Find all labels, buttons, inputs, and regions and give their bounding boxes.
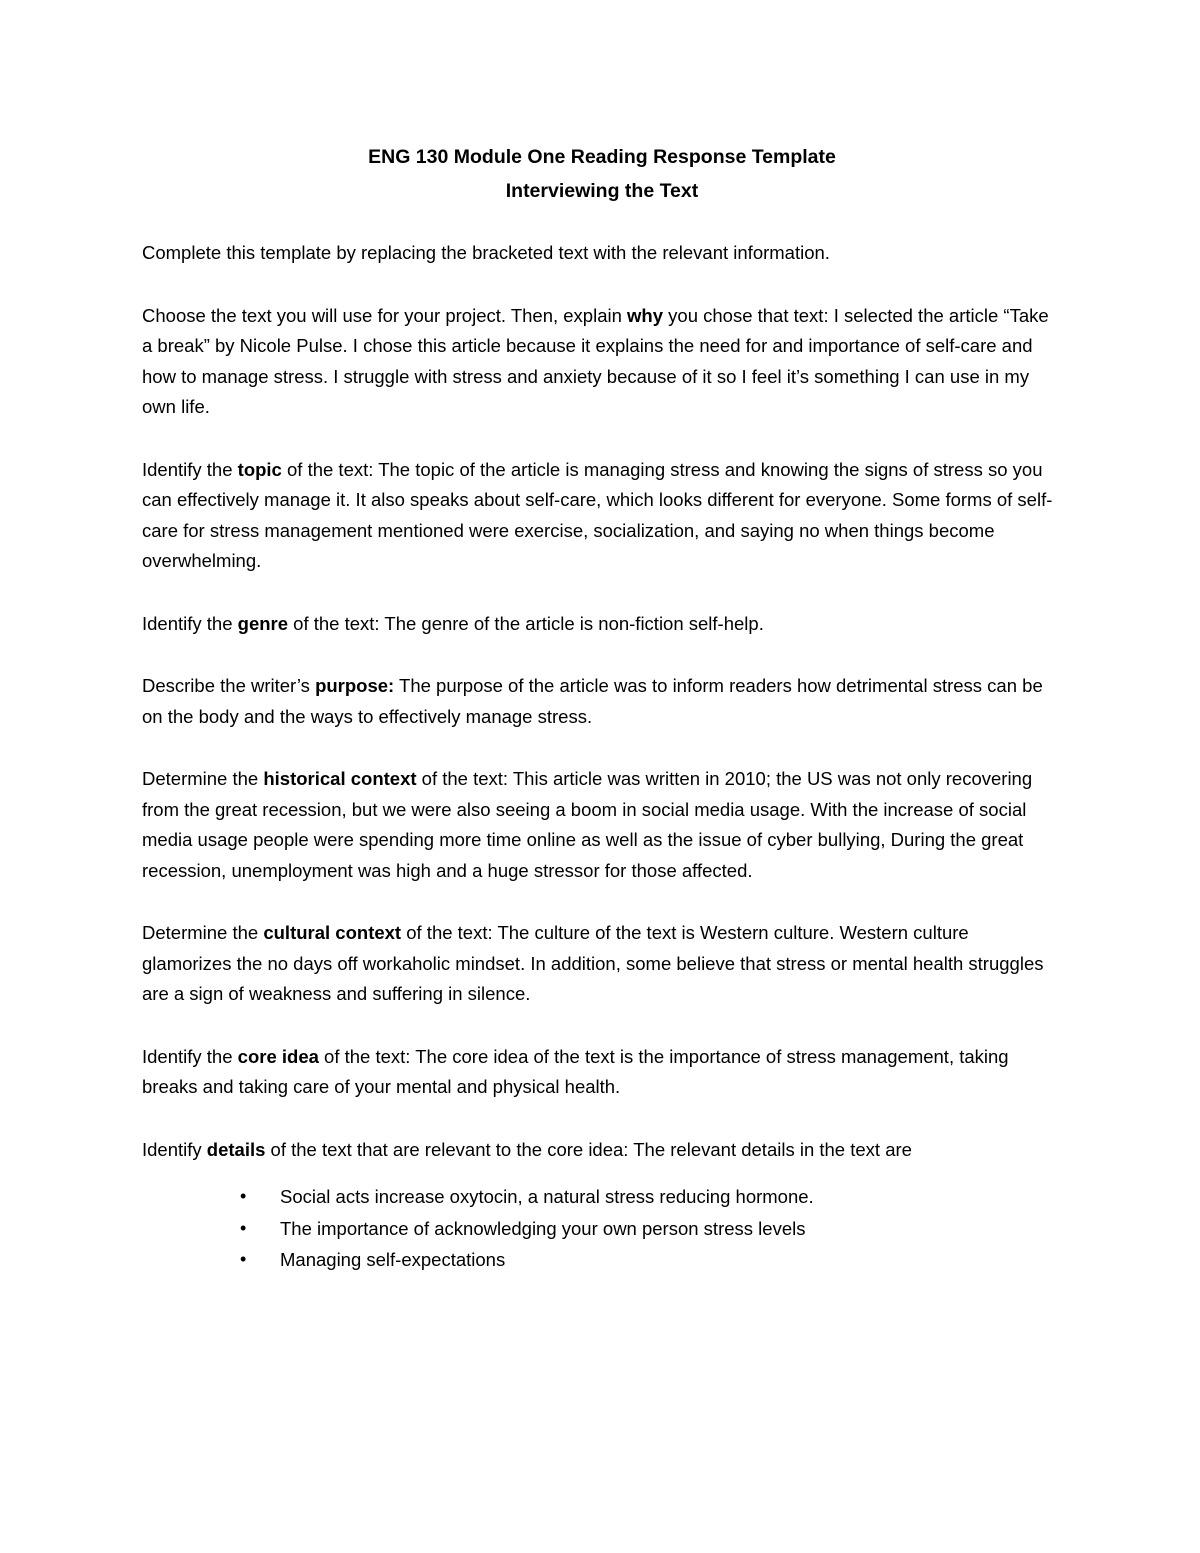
section-cultural-context — [142, 918, 1062, 1010]
details-list — [142, 1181, 1062, 1276]
section-purpose — [142, 671, 1062, 732]
core-answer: The core idea of the text is the importance of stress management, taking breaks and taking care of your mental and physical health. — [142, 1045, 1009, 1097]
historical-prompt-after: of the text: — [416, 768, 513, 789]
list-item — [240, 1244, 1062, 1276]
section-details — [142, 1135, 1062, 1166]
details-prompt-after: of the text that are relevant to the core idea: — [265, 1138, 634, 1160]
why-prompt-before: Choose the text you will use for your project. Then, explain — [142, 304, 628, 326]
instructions-paragraph: Complete this template by replacing the bracketed text with the relevant information. — [142, 242, 830, 263]
historical-prompt-before: Determine the — [142, 768, 264, 789]
purpose-prompt-before: Describe the writer’s — [142, 675, 316, 696]
bullet-icon: • — [240, 1249, 247, 1269]
bullet-icon: • — [240, 1217, 247, 1238]
title-block — [142, 140, 1062, 208]
section-why — [142, 301, 1062, 423]
why-keyword: why — [627, 304, 664, 326]
purpose-answer: The purpose of the article was to inform readers how detrimental stress can be on the body and the ways to effectively manage stress. — [142, 675, 1043, 727]
why-answer: I selected the article “Take a break” by Nicole Pulse. I chose this article because it explains the need for and importance of self-care and how to manage stress. I struggle with stress and anxiety because of it so I feel it’s something I can use in my own life. — [142, 304, 1049, 417]
genre-prompt-after: of the text: — [288, 612, 385, 634]
topic-keyword: topic — [237, 458, 282, 480]
details-keyword: details — [206, 1138, 266, 1160]
document-title: ENG 130 Module One Reading Response Template — [368, 146, 836, 168]
section-topic — [142, 455, 1062, 577]
topic-answer: The topic of the article is managing stress and knowing the signs of stress so you can effectively manage it. It also speaks about self-care, which looks different for everyone. Some forms of self-care for stress management mentioned were exercise, socialization, and saying no when things become overwhelming. — [142, 458, 1053, 571]
historical-keyword: historical context — [263, 768, 417, 789]
cultural-prompt-after: of the text: — [401, 922, 498, 943]
genre-prompt-before: Identify the — [142, 612, 238, 634]
cultural-answer: The culture of the text is Western culture. Western culture glamorizes the no days off workaholic mindset. In addition, some believe that stress or mental health struggles are a sign of weakness and suffering in silence. — [142, 922, 1044, 1004]
section-core-idea — [142, 1042, 1062, 1103]
document-page — [142, 140, 1062, 1276]
core-prompt-after: of the text: — [318, 1045, 416, 1067]
details-prompt-before: Identify — [142, 1138, 207, 1160]
details-answer: The relevant details in the text are — [633, 1138, 912, 1160]
list-item — [240, 1213, 1062, 1245]
genre-keyword: genre — [237, 612, 289, 634]
bullet-icon: • — [240, 1186, 247, 1206]
list-item-text: Social acts increase oxytocin, a natural stress reducing hormone. — [280, 1186, 814, 1207]
purpose-keyword: purpose: — [315, 675, 395, 696]
core-keyword: core idea — [237, 1045, 319, 1067]
document-subtitle: Interviewing the Text — [505, 180, 699, 202]
cultural-prompt-before: Determine the — [142, 922, 264, 943]
list-item-text: Managing self-expectations — [280, 1249, 506, 1270]
section-historical-context — [142, 764, 1062, 886]
topic-prompt-after: of the text: — [281, 458, 379, 480]
cultural-keyword: cultural context — [263, 922, 402, 943]
section-genre — [142, 609, 1062, 640]
historical-answer: This article was written in 2010; the US was not only recovering from the great recession, but we were also seeing a boom in social media usage. With the increase of social media usage people were spending more time online as well as the issue of cyber bullying, During the great recession, unemployment was high and a huge stressor for those affected. — [142, 768, 1033, 881]
list-item-text: The importance of acknowledging your own person stress levels — [280, 1217, 806, 1239]
topic-prompt-before: Identify the — [142, 458, 238, 480]
core-prompt-before: Identify the — [142, 1045, 238, 1067]
genre-answer: The genre of the article is non-fiction self-help. — [384, 612, 764, 634]
why-prompt-after: you chose that text: — [663, 304, 834, 326]
list-item — [240, 1181, 1062, 1213]
